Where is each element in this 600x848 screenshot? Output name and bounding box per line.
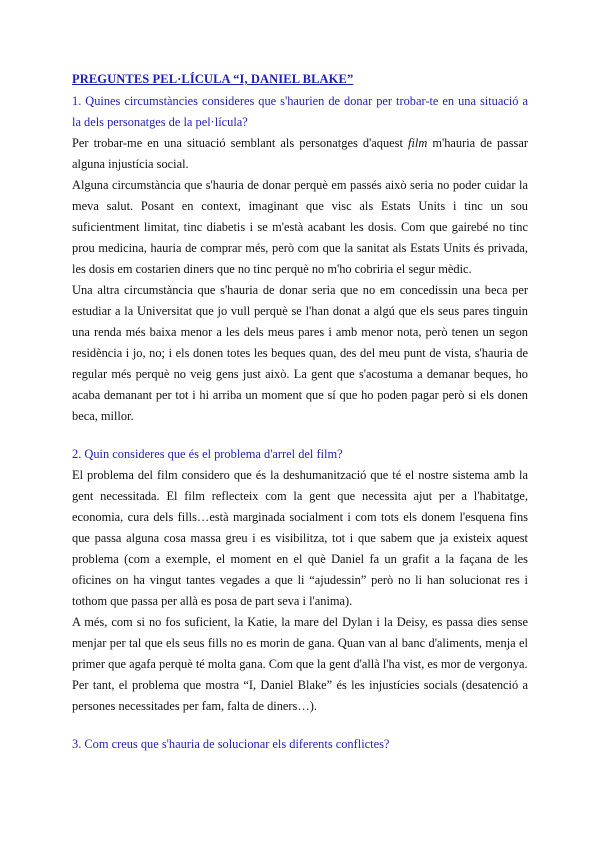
answer-2-paragraph-2: A més, com si no fos suficient, la Katie, la mare del Dylan i la Deisy, es passa dies sense menjar per tal que els seus fills no es morin de gana. Quan van al banc d'aliments, menja el primer que agafa perquè té molta gana. Com que la gent d'allà l'ha vist, es mor de vergonya. — [72, 615, 528, 671]
answer-1-paragraph-3: Una altra circumstància que s'hauria de donar seria que no em concedissin una beca per estudiar a la Universitat que jo vull perquè se l'han donat a algú que els seus pares tinguin una renda més baixa menor a les dels meus pares i amb menor nota, però tenen un segon residència i jo, no; i els donen totes les beques quan, des del meu punt de vista, s'hauria de regular més perquè no veig gens just això. La gent que s'acostuma a demanar beques, ho acaba demanant per tot i hi arriba un moment que sí que ho poden pagar però si els donen beca, millor. — [72, 283, 528, 423]
answer-1-paragraph-1 — [72, 133, 528, 175]
answer-2-paragraph-3: Per tant, el problema que mostra “I, Daniel Blake” és les injustícies socials (desatenció a persones necessitades per fam, falta de diners…). — [72, 678, 528, 713]
document-title: PREGUNTES PEL·LÍCULA “I, DANIEL BLAKE” — [72, 72, 354, 86]
answer-1-text-end: m'hauria de passar alguna injustícia social. — [72, 136, 528, 171]
answer-1-italic-word: film — [408, 136, 428, 150]
question-3: 3. Com creus que s'hauria de solucionar els diferents conflictes? — [72, 737, 390, 751]
answer-2-paragraph-1: El problema del film considero que és la deshumanització que té el nostre sistema amb la gent necessitada. El film reflecteix com la gent que necessita ajut per a l'habitatge, economia, cura dels fills…està marginada socialment i com tots els donem l'esquena fins que passa alguna cosa massa greu i es visibilitza, tot i que sabem que ja existeix aquest problema (com a exemple, el moment en el què Daniel fa un grafit a la façana de les oficines on ha vingut tantes vegades a que li “ajudessin” però no li han solucionat res i tothom que passa per allà es posa de part seva i l'anima). — [72, 468, 528, 608]
answer-1-paragraph-2: Alguna circumstància que s'hauria de donar perquè em passés això seria no poder cuidar la meva salut. Posant en context, imaginant que visc als Estats Units i tinc un sou suficientment limitat, tinc diabetis i se m'està acabant les dosis. Com que gairebé no tinc prou medicina, hauria de comprar més, però com que la sanitat als Estats Units és privada, les dosis em costarien diners que no tinc perquè no m'ho cobriria el segur mèdic. — [72, 178, 528, 276]
document-body — [72, 69, 528, 755]
answer-1-text-start: Per trobar-me en una situació semblant als personatges d'aquest — [72, 136, 408, 150]
question-2: 2. Quin consideres que és el problema d'arrel del film? — [72, 447, 343, 461]
spacer — [72, 717, 528, 734]
question-1: 1. Quines circumstàncies consideres que s'haurien de donar per trobar-te en una situació a la dels personatges de la pel·lícula? — [72, 94, 528, 129]
spacer — [72, 427, 528, 444]
